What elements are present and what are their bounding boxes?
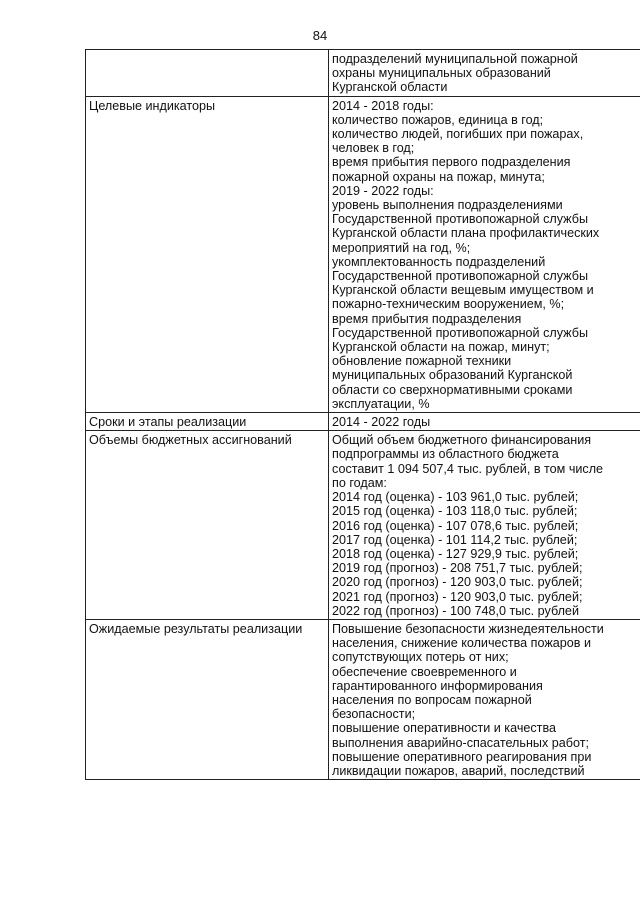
value-line: Повышение безопасности жизнедеятельности	[332, 621, 604, 636]
value-line: области со сверхнормативными сроками	[332, 382, 573, 397]
value-line: Государственной противопожарной службы	[332, 212, 589, 227]
value-line: 2014 - 2018 годы:	[332, 98, 434, 113]
table-row-expected-results	[86, 619, 640, 779]
value-line: 2015 год (оценка) - 103 118,0 тыс. рублей;	[332, 504, 578, 519]
value-line: 2017 год (оценка) - 101 114,2 тыс. рублей;	[332, 532, 578, 547]
value-line: 2014 год (оценка) - 103 961,0 тыс. рублей;	[332, 490, 579, 505]
value-line: количество людей, погибших при пожарах,	[332, 127, 584, 142]
value-line: подразделений муниципальной пожарной	[332, 52, 578, 66]
value-line: населения, снижение количества пожаров и	[332, 636, 591, 651]
value-line: укомплектованность подразделений	[332, 254, 546, 269]
row-label: Объемы бюджетных ассигнований	[86, 431, 329, 620]
value-line: мероприятий на год, %;	[332, 240, 471, 255]
value-line: охраны муниципальных образований	[332, 66, 551, 81]
value-line: Курганской области	[332, 80, 448, 95]
value-line: выполнения аварийно-спасательных работ;	[332, 735, 589, 750]
value-line: муниципальных образований Курганской	[332, 368, 573, 383]
value-line: повышение оперативного реагирования при	[332, 749, 592, 764]
page-number: 84	[312, 28, 328, 43]
value-line: подпрограммы из областного бюджета	[332, 447, 559, 462]
value-line: Государственной противопожарной службы	[332, 325, 589, 340]
value-line: время прибытия первого подразделения	[332, 155, 571, 170]
value-line: повышение оперативности и качества	[332, 721, 557, 736]
value-line: 2019 год (прогноз) - 208 751,7 тыс. рублей;	[332, 561, 583, 576]
value-line: составит 1 094 507,4 тыс. рублей, в том числе	[332, 461, 604, 476]
row-label: Целевые индикаторы	[86, 96, 329, 412]
value-line: эксплуатации, %	[332, 396, 430, 411]
value-line: человек в год;	[332, 141, 415, 156]
row-value	[329, 50, 640, 97]
value-line: время прибытия подразделения	[332, 311, 522, 326]
value-line: гарантированного информирования	[332, 678, 543, 693]
row-value	[329, 96, 640, 412]
table-row-timeline	[86, 413, 640, 431]
value-line: обновление пожарной техники	[332, 354, 512, 369]
value-line: пожарной охраны на пожар, минута;	[332, 169, 545, 184]
row-label: Сроки и этапы реализации	[86, 413, 329, 431]
value-line: сопутствующих потерь от них;	[332, 650, 509, 665]
value-line: Общий объем бюджетного финансирования	[332, 433, 592, 448]
value-line: уровень выполнения подразделениями	[332, 198, 563, 213]
value-line: 2020 год (прогноз) - 120 903,0 тыс. рублей;	[332, 575, 583, 590]
value-line: ликвидации пожаров, аварий, последствий	[332, 763, 585, 778]
row-label	[86, 50, 329, 97]
value-line: по годам:	[332, 475, 387, 490]
value-line: Государственной противопожарной службы	[332, 269, 589, 284]
value-line: 2018 год (оценка) - 127 929,9 тыс. рублей;	[332, 546, 579, 561]
value-line: Курганской области на пожар, минут;	[332, 340, 550, 355]
value-line: Курганской области плана профилактических	[332, 226, 600, 241]
row-value	[329, 431, 640, 620]
table-row-continuation	[86, 50, 640, 97]
table-row-target-indicators	[86, 96, 640, 412]
value-line: 2021 год (прогноз) - 120 903,0 тыс. рублей;	[332, 589, 583, 604]
value-line: количество пожаров, единица в год;	[332, 112, 544, 127]
value-line: 2019 - 2022 годы:	[332, 183, 434, 198]
row-value	[329, 619, 640, 779]
value-line: 2016 год (оценка) - 107 078,6 тыс. рублей;	[332, 518, 579, 533]
table-row-budget	[86, 431, 640, 620]
value-line: населения по вопросам пожарной	[332, 692, 532, 707]
subprogram-passport-table	[85, 49, 640, 780]
value-line: Курганской области вещевым имуществом и	[332, 283, 594, 298]
value-line: 2014 - 2022 годы	[332, 415, 431, 430]
value-line: пожарно-техническим вооружением, %;	[332, 297, 565, 312]
row-value	[329, 413, 640, 431]
value-line: обеспечение своевременного и	[332, 664, 517, 679]
value-line: безопасности;	[332, 707, 416, 722]
value-line: 2022 год (прогноз) - 100 748,0 тыс. рублей	[332, 603, 579, 618]
row-label: Ожидаемые результаты реализации	[86, 619, 329, 779]
